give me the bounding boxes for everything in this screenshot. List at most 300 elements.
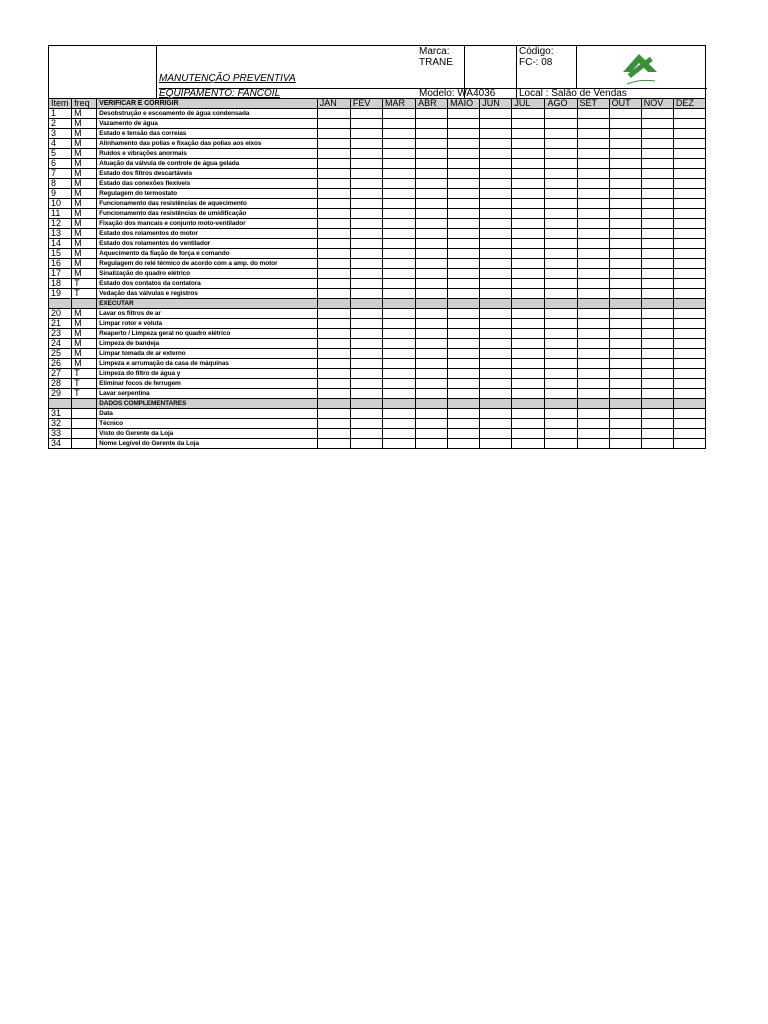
month-cell bbox=[480, 429, 512, 439]
table-row bbox=[49, 369, 706, 379]
item-cell: 20 bbox=[49, 309, 72, 319]
month-cell bbox=[577, 149, 609, 159]
table-row bbox=[49, 249, 706, 259]
month-cell bbox=[382, 129, 415, 139]
month-cell bbox=[577, 379, 609, 389]
month-cell bbox=[448, 309, 480, 319]
month-cell bbox=[382, 199, 415, 209]
month-cell bbox=[382, 409, 415, 419]
month-cell bbox=[382, 389, 415, 399]
column-header-month: JAN bbox=[317, 99, 350, 109]
month-cell bbox=[641, 169, 673, 179]
month-cell bbox=[416, 319, 448, 329]
month-cell bbox=[673, 319, 705, 329]
freq-cell: M bbox=[72, 239, 97, 249]
table-row bbox=[49, 139, 706, 149]
item-cell: 16 bbox=[49, 259, 72, 269]
month-cell bbox=[545, 269, 577, 279]
table-row bbox=[49, 329, 706, 339]
month-cell bbox=[480, 309, 512, 319]
description-cell: Alinhamento das polias e fixação das polias aos eixos bbox=[97, 139, 318, 149]
month-cell bbox=[416, 299, 448, 309]
month-cell bbox=[480, 419, 512, 429]
month-cell bbox=[673, 229, 705, 239]
month-cell bbox=[673, 219, 705, 229]
month-cell bbox=[512, 269, 545, 279]
table-row bbox=[49, 189, 706, 199]
month-cell bbox=[673, 199, 705, 209]
month-cell bbox=[350, 269, 382, 279]
month-cell bbox=[350, 369, 382, 379]
freq-cell bbox=[72, 429, 97, 439]
month-cell bbox=[416, 399, 448, 409]
month-cell bbox=[609, 379, 641, 389]
month-cell bbox=[350, 339, 382, 349]
month-cell bbox=[545, 369, 577, 379]
month-cell bbox=[350, 179, 382, 189]
column-header-month: MAIO bbox=[448, 99, 480, 109]
item-cell: 1 bbox=[49, 109, 72, 119]
month-cell bbox=[577, 399, 609, 409]
month-cell bbox=[641, 339, 673, 349]
month-cell bbox=[317, 349, 350, 359]
month-cell bbox=[416, 199, 448, 209]
description-cell: Sinalização do quadro elétrico bbox=[97, 269, 318, 279]
month-cell bbox=[609, 329, 641, 339]
month-cell bbox=[317, 429, 350, 439]
item-cell: 28 bbox=[49, 379, 72, 389]
month-cell bbox=[448, 439, 480, 449]
month-cell bbox=[317, 249, 350, 259]
month-cell bbox=[382, 249, 415, 259]
month-cell bbox=[609, 239, 641, 249]
description-cell: Ruídos e vibrações anormais bbox=[97, 149, 318, 159]
month-cell bbox=[448, 219, 480, 229]
month-cell bbox=[382, 229, 415, 239]
month-cell bbox=[416, 359, 448, 369]
month-cell bbox=[545, 199, 577, 209]
month-cell bbox=[416, 279, 448, 289]
month-cell bbox=[317, 269, 350, 279]
month-cell bbox=[480, 109, 512, 119]
description-cell: Lavar serpentina bbox=[97, 389, 318, 399]
month-cell bbox=[609, 179, 641, 189]
month-cell bbox=[641, 369, 673, 379]
month-cell bbox=[673, 309, 705, 319]
month-cell bbox=[641, 309, 673, 319]
month-cell bbox=[512, 149, 545, 159]
month-cell bbox=[480, 359, 512, 369]
freq-cell bbox=[72, 399, 97, 409]
month-cell bbox=[512, 209, 545, 219]
month-cell bbox=[641, 209, 673, 219]
item-cell: 2 bbox=[49, 119, 72, 129]
month-cell bbox=[416, 229, 448, 239]
month-cell bbox=[382, 269, 415, 279]
month-cell bbox=[641, 199, 673, 209]
month-cell bbox=[448, 139, 480, 149]
month-cell bbox=[641, 279, 673, 289]
item-cell: 18 bbox=[49, 279, 72, 289]
table-row bbox=[49, 269, 706, 279]
freq-cell: T bbox=[72, 389, 97, 399]
month-cell bbox=[641, 159, 673, 169]
description-cell: Desobstrução e escoamento de água condensada bbox=[97, 109, 318, 119]
month-cell bbox=[350, 229, 382, 239]
freq-cell: M bbox=[72, 219, 97, 229]
column-header-month: SET bbox=[577, 99, 609, 109]
month-cell bbox=[512, 429, 545, 439]
item-cell: 14 bbox=[49, 239, 72, 249]
month-cell bbox=[512, 169, 545, 179]
month-cell bbox=[641, 259, 673, 269]
month-cell bbox=[317, 209, 350, 219]
month-cell bbox=[480, 229, 512, 239]
month-cell bbox=[480, 149, 512, 159]
month-cell bbox=[512, 179, 545, 189]
month-cell bbox=[512, 389, 545, 399]
freq-cell: M bbox=[72, 319, 97, 329]
month-cell bbox=[641, 139, 673, 149]
month-cell bbox=[673, 409, 705, 419]
table-row bbox=[49, 379, 706, 389]
month-cell bbox=[350, 399, 382, 409]
month-cell bbox=[448, 189, 480, 199]
freq-cell: M bbox=[72, 229, 97, 239]
month-cell bbox=[480, 169, 512, 179]
month-cell bbox=[577, 249, 609, 259]
month-cell bbox=[416, 419, 448, 429]
month-cell bbox=[577, 239, 609, 249]
month-cell bbox=[480, 399, 512, 409]
month-cell bbox=[673, 389, 705, 399]
month-cell bbox=[317, 199, 350, 209]
month-cell bbox=[317, 259, 350, 269]
month-cell bbox=[480, 279, 512, 289]
description-cell: Estado dos contatos da contatora bbox=[97, 279, 318, 289]
month-cell bbox=[673, 419, 705, 429]
month-cell bbox=[512, 319, 545, 329]
description-cell: Atuação da válvula de controle de água gelada bbox=[97, 159, 318, 169]
month-cell bbox=[382, 419, 415, 429]
month-cell bbox=[480, 379, 512, 389]
month-cell bbox=[609, 129, 641, 139]
month-cell bbox=[448, 319, 480, 329]
month-cell bbox=[673, 139, 705, 149]
brand-value: TRANE bbox=[419, 57, 453, 68]
month-cell bbox=[350, 319, 382, 329]
column-header-month: MAR bbox=[382, 99, 415, 109]
item-cell: 17 bbox=[49, 269, 72, 279]
description-cell: Estado dos filtros descartáveis bbox=[97, 169, 318, 179]
month-cell bbox=[512, 379, 545, 389]
table-row bbox=[49, 239, 706, 249]
month-cell bbox=[448, 329, 480, 339]
table-row bbox=[49, 149, 706, 159]
month-cell bbox=[673, 149, 705, 159]
month-cell bbox=[512, 309, 545, 319]
month-cell bbox=[545, 279, 577, 289]
month-cell bbox=[382, 339, 415, 349]
month-cell bbox=[382, 149, 415, 159]
item-cell: 12 bbox=[49, 219, 72, 229]
description-cell: Reaperto / Limpeza geral no quadro elétrico bbox=[97, 329, 318, 339]
month-cell bbox=[641, 109, 673, 119]
description-cell: Lavar os filtros de ar bbox=[97, 309, 318, 319]
month-cell bbox=[673, 329, 705, 339]
table-row bbox=[49, 319, 706, 329]
table-row bbox=[49, 229, 706, 239]
month-cell bbox=[416, 369, 448, 379]
month-cell bbox=[577, 199, 609, 209]
table-row bbox=[49, 129, 706, 139]
month-cell bbox=[317, 409, 350, 419]
month-cell bbox=[416, 179, 448, 189]
table-row bbox=[49, 279, 706, 289]
month-cell bbox=[512, 229, 545, 239]
month-cell bbox=[673, 119, 705, 129]
description-cell: Estado dos rolamentos do ventilador bbox=[97, 239, 318, 249]
month-cell bbox=[512, 339, 545, 349]
month-cell bbox=[673, 109, 705, 119]
freq-cell: T bbox=[72, 279, 97, 289]
month-cell bbox=[545, 389, 577, 399]
month-cell bbox=[480, 439, 512, 449]
month-cell bbox=[350, 349, 382, 359]
freq-cell bbox=[72, 439, 97, 449]
item-cell: 8 bbox=[49, 179, 72, 189]
month-cell bbox=[609, 289, 641, 299]
description-cell: Limpeza de bandeja bbox=[97, 339, 318, 349]
month-cell bbox=[545, 169, 577, 179]
column-header-month: ABR bbox=[416, 99, 448, 109]
month-cell bbox=[416, 349, 448, 359]
month-cell bbox=[448, 299, 480, 309]
month-cell bbox=[416, 129, 448, 139]
month-cell bbox=[448, 409, 480, 419]
month-cell bbox=[512, 119, 545, 129]
sheet-header bbox=[48, 45, 706, 98]
month-cell bbox=[512, 219, 545, 229]
item-cell: 7 bbox=[49, 169, 72, 179]
month-cell bbox=[480, 189, 512, 199]
month-cell bbox=[350, 129, 382, 139]
description-cell: Estado e tensão das correias bbox=[97, 129, 318, 139]
month-cell bbox=[641, 319, 673, 329]
freq-cell: M bbox=[72, 259, 97, 269]
month-cell bbox=[545, 239, 577, 249]
month-cell bbox=[448, 389, 480, 399]
month-cell bbox=[317, 289, 350, 299]
month-cell bbox=[382, 309, 415, 319]
month-cell bbox=[416, 269, 448, 279]
table-row bbox=[49, 259, 706, 269]
column-header-month: JUN bbox=[480, 99, 512, 109]
month-cell bbox=[480, 139, 512, 149]
month-cell bbox=[382, 119, 415, 129]
month-cell bbox=[350, 259, 382, 269]
month-cell bbox=[350, 279, 382, 289]
month-cell bbox=[512, 249, 545, 259]
month-cell bbox=[317, 419, 350, 429]
item-cell: 32 bbox=[49, 419, 72, 429]
month-cell bbox=[448, 349, 480, 359]
description-cell: Nome Legível do Gerente da Loja bbox=[97, 439, 318, 449]
month-cell bbox=[545, 419, 577, 429]
leroy-merlin-logo-icon bbox=[577, 46, 707, 88]
month-cell bbox=[382, 299, 415, 309]
month-cell bbox=[448, 359, 480, 369]
month-cell bbox=[673, 239, 705, 249]
description-cell: Regulagem do relé térmico de acordo com a amp. do motor bbox=[97, 259, 318, 269]
freq-cell: T bbox=[72, 369, 97, 379]
month-cell bbox=[350, 439, 382, 449]
month-cell bbox=[350, 219, 382, 229]
month-cell bbox=[416, 109, 448, 119]
month-cell bbox=[609, 439, 641, 449]
month-cell bbox=[416, 249, 448, 259]
month-cell bbox=[350, 309, 382, 319]
month-cell bbox=[382, 139, 415, 149]
month-cell bbox=[577, 339, 609, 349]
month-cell bbox=[577, 319, 609, 329]
month-cell bbox=[609, 189, 641, 199]
month-cell bbox=[480, 119, 512, 129]
description-cell: Aquecimento da fiação de força e comando bbox=[97, 249, 318, 259]
item-cell: 34 bbox=[49, 439, 72, 449]
freq-cell: M bbox=[72, 139, 97, 149]
month-cell bbox=[448, 179, 480, 189]
month-cell bbox=[416, 139, 448, 149]
sheet-title: MANUTENÇÃO PREVENTIVA bbox=[159, 73, 296, 84]
month-cell bbox=[577, 189, 609, 199]
month-cell bbox=[448, 229, 480, 239]
month-cell bbox=[673, 359, 705, 369]
month-cell bbox=[416, 389, 448, 399]
month-cell bbox=[350, 209, 382, 219]
month-cell bbox=[382, 189, 415, 199]
brand-label: Marca: bbox=[419, 46, 450, 57]
month-cell bbox=[673, 169, 705, 179]
month-cell bbox=[448, 109, 480, 119]
month-cell bbox=[609, 249, 641, 259]
description-cell: Limpar tomada de ar externo bbox=[97, 349, 318, 359]
month-cell bbox=[641, 289, 673, 299]
item-cell: 4 bbox=[49, 139, 72, 149]
month-cell bbox=[609, 359, 641, 369]
month-cell bbox=[577, 359, 609, 369]
month-cell bbox=[545, 219, 577, 229]
month-cell bbox=[545, 339, 577, 349]
month-cell bbox=[382, 279, 415, 289]
month-cell bbox=[512, 399, 545, 409]
month-cell bbox=[317, 129, 350, 139]
month-cell bbox=[448, 239, 480, 249]
month-cell bbox=[317, 399, 350, 409]
month-cell bbox=[512, 189, 545, 199]
month-cell bbox=[480, 209, 512, 219]
month-cell bbox=[317, 219, 350, 229]
month-cell bbox=[577, 309, 609, 319]
month-cell bbox=[641, 129, 673, 139]
description-cell: Limpar rotor e voluta bbox=[97, 319, 318, 329]
month-cell bbox=[480, 239, 512, 249]
month-cell bbox=[512, 349, 545, 359]
table-row bbox=[49, 209, 706, 219]
month-cell bbox=[577, 179, 609, 189]
month-cell bbox=[480, 389, 512, 399]
table-row bbox=[49, 289, 706, 299]
month-cell bbox=[609, 309, 641, 319]
month-cell bbox=[382, 399, 415, 409]
month-cell bbox=[545, 249, 577, 259]
month-cell bbox=[382, 219, 415, 229]
month-cell bbox=[545, 259, 577, 269]
month-cell bbox=[448, 149, 480, 159]
description-cell: Estado das conexões flexíveis bbox=[97, 179, 318, 189]
month-cell bbox=[673, 349, 705, 359]
month-cell bbox=[673, 179, 705, 189]
month-cell bbox=[577, 349, 609, 359]
month-cell bbox=[673, 279, 705, 289]
month-cell bbox=[545, 159, 577, 169]
month-cell bbox=[512, 129, 545, 139]
month-cell bbox=[577, 439, 609, 449]
month-cell bbox=[577, 169, 609, 179]
month-cell bbox=[317, 229, 350, 239]
month-cell bbox=[545, 209, 577, 219]
description-cell: Data bbox=[97, 409, 318, 419]
month-cell bbox=[577, 209, 609, 219]
month-cell bbox=[416, 159, 448, 169]
month-cell bbox=[512, 159, 545, 169]
month-cell bbox=[382, 329, 415, 339]
item-cell: 9 bbox=[49, 189, 72, 199]
month-cell bbox=[382, 429, 415, 439]
month-cell bbox=[577, 269, 609, 279]
month-cell bbox=[448, 249, 480, 259]
description-cell: Vedação das válvulas e registros bbox=[97, 289, 318, 299]
month-cell bbox=[350, 299, 382, 309]
month-cell bbox=[641, 399, 673, 409]
month-cell bbox=[480, 219, 512, 229]
month-cell bbox=[382, 169, 415, 179]
month-cell bbox=[641, 249, 673, 259]
month-cell bbox=[512, 199, 545, 209]
month-cell bbox=[416, 189, 448, 199]
freq-cell: M bbox=[72, 109, 97, 119]
column-header-month: DEZ bbox=[673, 99, 705, 109]
month-cell bbox=[350, 149, 382, 159]
month-cell bbox=[480, 199, 512, 209]
item-cell: 13 bbox=[49, 229, 72, 239]
month-cell bbox=[577, 259, 609, 269]
month-cell bbox=[512, 139, 545, 149]
month-cell bbox=[448, 399, 480, 409]
month-cell bbox=[317, 329, 350, 339]
month-cell bbox=[480, 339, 512, 349]
column-header-description: VERIFICAR E CORRIGIR bbox=[97, 99, 318, 109]
month-cell bbox=[577, 229, 609, 239]
description-cell: Funcionamento das resistências de umidificação bbox=[97, 209, 318, 219]
description-cell: Limpeza do filtro de água y bbox=[97, 369, 318, 379]
month-cell bbox=[609, 369, 641, 379]
month-cell bbox=[641, 189, 673, 199]
month-cell bbox=[673, 289, 705, 299]
column-header-item: Item bbox=[49, 99, 72, 109]
month-cell bbox=[448, 369, 480, 379]
table-row bbox=[49, 359, 706, 369]
